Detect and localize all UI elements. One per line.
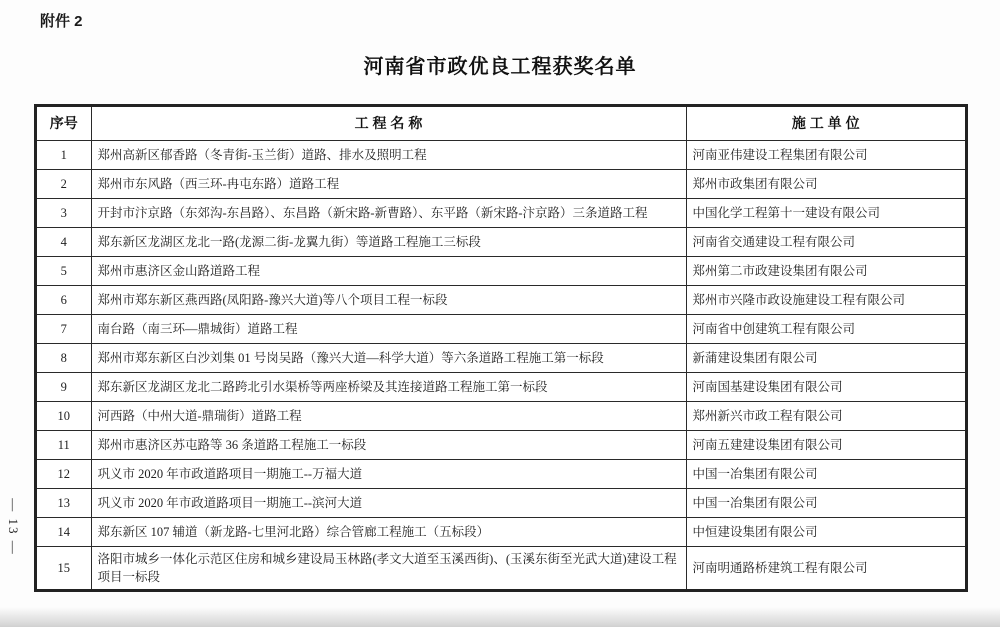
table-row	[36, 315, 966, 344]
cell-no: 8	[36, 344, 91, 373]
table-body	[36, 141, 966, 591]
cell-project: 开封市汴京路（东郊沟-东昌路）、东昌路（新宋路-新曹路）、东平路（新宋路-汴京路）三条道路工程	[91, 199, 686, 228]
cell-project: 郑东新区龙湖区龙北一路(龙源二街-龙翼九街）等道路工程施工三标段	[91, 228, 686, 257]
award-table	[35, 105, 967, 591]
cell-project: 郑东新区龙湖区龙北二路跨北引水渠桥等两座桥梁及其连接道路工程施工第一标段	[91, 373, 686, 402]
cell-company: 河南亚伟建设工程集团有限公司	[686, 141, 966, 170]
cell-no: 3	[36, 199, 91, 228]
cell-project: 河西路（中州大道-鼎瑞街）道路工程	[91, 402, 686, 431]
cell-no: 7	[36, 315, 91, 344]
cell-project: 郑东新区 107 辅道（新龙路-七里河北路）综合管廊工程施工（五标段）	[91, 518, 686, 547]
cell-company: 河南明通路桥建筑工程有限公司	[686, 547, 966, 591]
cell-no: 10	[36, 402, 91, 431]
cell-company: 郑州新兴市政工程有限公司	[686, 402, 966, 431]
page-title: 河南省市政优良工程获奖名单	[363, 56, 637, 78]
attachment-label: 附件 2	[40, 13, 83, 30]
page-number: — 13 —	[6, 498, 21, 556]
cell-company: 河南国基建设集团有限公司	[686, 373, 966, 402]
scan-shadow	[0, 607, 1000, 627]
cell-company: 中国一冶集团有限公司	[686, 489, 966, 518]
cell-project: 郑州高新区郁香路（冬青街-玉兰街）道路、排水及照明工程	[91, 141, 686, 170]
cell-company: 中国一冶集团有限公司	[686, 460, 966, 489]
cell-no: 12	[36, 460, 91, 489]
cell-company: 河南省中创建筑工程有限公司	[686, 315, 966, 344]
cell-project: 郑州市东风路（西三环-冉屯东路）道路工程	[91, 170, 686, 199]
header-project: 工 程 名 称	[91, 106, 686, 141]
cell-no: 13	[36, 489, 91, 518]
cell-no: 6	[36, 286, 91, 315]
cell-no: 11	[36, 431, 91, 460]
table-row	[36, 228, 966, 257]
table-header-row	[36, 106, 966, 141]
table-row	[36, 518, 966, 547]
table-row	[36, 402, 966, 431]
header-no: 序号	[36, 106, 91, 141]
cell-company: 河南省交通建设工程有限公司	[686, 228, 966, 257]
cell-no: 14	[36, 518, 91, 547]
table-row	[36, 460, 966, 489]
cell-company: 中恒建设集团有限公司	[686, 518, 966, 547]
cell-no: 15	[36, 547, 91, 591]
table-row	[36, 344, 966, 373]
table-row	[36, 547, 966, 591]
table-row	[36, 286, 966, 315]
cell-project: 洛阳市城乡一体化示范区住房和城乡建设局玉林路(孝文大道至玉溪西街)、(玉溪东街至光武大道)建设工程项目一标段	[91, 547, 686, 591]
cell-company: 河南五建建设集团有限公司	[686, 431, 966, 460]
cell-project: 南台路（南三环—鼎城街）道路工程	[91, 315, 686, 344]
cell-company: 中国化学工程第十一建设有限公司	[686, 199, 966, 228]
table-row	[36, 373, 966, 402]
table-row	[36, 170, 966, 199]
cell-project: 郑州市郑东新区燕西路(凤阳路-豫兴大道)等八个项目工程一标段	[91, 286, 686, 315]
table-row	[36, 141, 966, 170]
table-row	[36, 489, 966, 518]
cell-company: 新蒲建设集团有限公司	[686, 344, 966, 373]
header-company: 施 工 单 位	[686, 106, 966, 141]
table-row	[36, 431, 966, 460]
cell-no: 2	[36, 170, 91, 199]
table-row	[36, 199, 966, 228]
cell-company: 郑州市兴隆市政设施建设工程有限公司	[686, 286, 966, 315]
cell-company: 郑州市政集团有限公司	[686, 170, 966, 199]
cell-project: 郑州市惠济区苏屯路等 36 条道路工程施工一标段	[91, 431, 686, 460]
cell-project: 郑州市惠济区金山路道路工程	[91, 257, 686, 286]
cell-no: 9	[36, 373, 91, 402]
cell-no: 1	[36, 141, 91, 170]
cell-no: 5	[36, 257, 91, 286]
table-row	[36, 257, 966, 286]
cell-no: 4	[36, 228, 91, 257]
cell-project: 巩义市 2020 年市政道路项目一期施工--滨河大道	[91, 489, 686, 518]
cell-company: 郑州第二市政建设集团有限公司	[686, 257, 966, 286]
cell-project: 郑州市郑东新区白沙刘集 01 号岗吴路（豫兴大道—科学大道）等六条道路工程施工第一标段	[91, 344, 686, 373]
cell-project: 巩义市 2020 年市政道路项目一期施工--万福大道	[91, 460, 686, 489]
